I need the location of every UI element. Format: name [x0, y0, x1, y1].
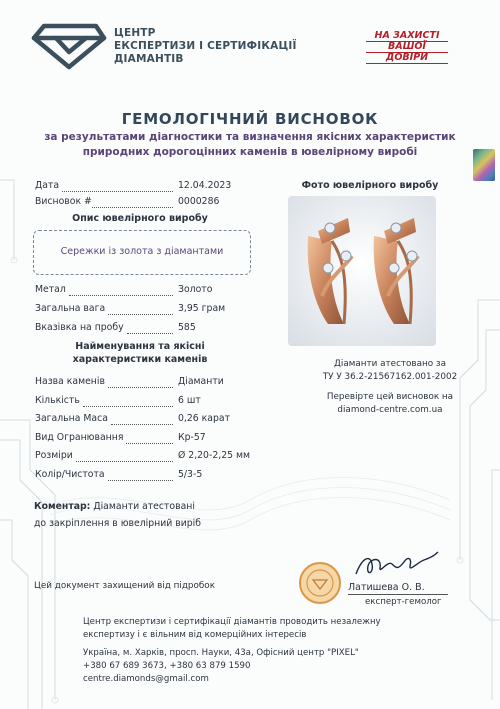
document-title: ГЕМОЛОГІЧНИЙ ВИСНОВОК: [121, 110, 379, 128]
footer-line2: експертизу і є вільним від комерційних інтересів: [83, 630, 307, 640]
org-line3: ДІАМАНТІВ: [114, 53, 184, 65]
hologram-sticker: [473, 149, 495, 181]
earrings-photo: [288, 196, 436, 346]
subtitle-line1: за результатами діагностики та визначення якісних характеристик: [44, 131, 456, 143]
earrings-image: [288, 196, 436, 346]
seal-line1: НА ЗАХИСТІ: [366, 31, 448, 42]
comment-label: Коментар:: [34, 501, 91, 512]
official-stamp-icon: [298, 561, 342, 605]
stones-row-label: Вид Огранювання: [35, 431, 124, 443]
stones-row-value: 0,26 карат: [178, 413, 230, 424]
dot-leader: [126, 443, 173, 444]
dot-leader: [92, 207, 173, 208]
comment-line1: Діаманти атестовані: [93, 501, 195, 512]
metal-row-label: Метал: [35, 284, 66, 295]
stones-row-value: Ø 2,20-2,25 мм: [178, 450, 251, 461]
stones-row-label: Колір/Чистота: [35, 468, 105, 480]
metal-row-value: 585: [178, 322, 196, 333]
signature-line: [348, 594, 448, 595]
dot-leader: [76, 461, 173, 462]
verify-note: [290, 391, 490, 417]
metal-row-label: Вказівка на пробу: [35, 322, 124, 333]
dot-leader: [62, 191, 173, 192]
stones-row-value: Діаманти: [178, 376, 224, 387]
stones-heading: [35, 340, 245, 366]
dot-leader: [83, 406, 173, 407]
seal-line2: ВАШОЇ: [366, 42, 448, 53]
attest-line2: ТУ У 36.2-21567162.001-2002: [322, 372, 458, 382]
attest-line1: Діаманти атестовано за: [334, 359, 446, 369]
photo-heading: Фото ювелірного виробу: [301, 180, 439, 191]
dot-leader: [108, 480, 173, 481]
stones-row-value: Кр-57: [178, 431, 206, 443]
dot-leader: [111, 424, 173, 425]
date-value: 12.04.2023: [178, 180, 232, 191]
comment-block: [34, 498, 201, 532]
expert-name: Латишева О. В.: [348, 582, 425, 593]
date-label: Дата: [35, 180, 60, 191]
subtitle-line2: природних дорогоцінних каменів в ювелірному виробі: [82, 146, 418, 158]
metal-row-label: Загальна вага: [35, 303, 106, 314]
org-line1: ЦЕНТР: [114, 27, 156, 39]
trust-seal: [366, 31, 448, 69]
stones-row-value: 6 шт: [178, 394, 201, 406]
description-heading: Опис ювелірного виробу: [72, 213, 208, 224]
stones-row-label: Розміри: [35, 450, 73, 461]
footer-email[interactable]: centre.diamonds@gmail.com: [83, 674, 209, 684]
expert-role: експерт-гемолог: [365, 597, 442, 607]
metal-row-value: Золото: [178, 284, 213, 295]
comment-line2: до закріплення в ювелірний виріб: [34, 518, 201, 529]
metal-row-value: 3,95 грам: [178, 303, 226, 314]
dot-leader: [108, 314, 173, 315]
attestation-note: [290, 358, 490, 384]
dot-leader: [127, 333, 173, 334]
footer-address: Україна, м. Харків, просп. Науки, 43а, Офісний центр "PIXEL": [83, 648, 359, 658]
description-text: Сережки із золота з діамантами: [60, 246, 224, 257]
expert-signature: [352, 548, 442, 580]
verify-link[interactable]: diamond-centre.com.ua: [337, 405, 443, 415]
verify-line1: Перевірте цей висновок на: [326, 392, 454, 402]
footer: [83, 616, 381, 686]
stones-row-label: Кількість: [35, 394, 80, 406]
description-box: [33, 230, 251, 275]
dot-leader: [108, 387, 173, 388]
stones-row-label: Загальна Маса: [35, 413, 108, 424]
stones-heading-line2: характеристики каменів: [72, 354, 208, 365]
protection-note: Цей документ захищений від підробок: [34, 581, 216, 591]
stones-heading-line1: Найменування та якісні: [75, 341, 205, 352]
stones-row-value: 5/3-5: [178, 468, 203, 480]
dot-leader: [69, 295, 173, 296]
footer-phones: +380 67 689 3673, +380 63 879 1590: [83, 661, 251, 671]
diamond-logo-icon: [30, 20, 108, 72]
footer-line1: Центр експертизи і сертифікації діамантів проводить незалежну: [83, 617, 381, 627]
org-line2: ЕКСПЕРТИЗИ І СЕРТИФІКАЦІЇ: [114, 40, 297, 52]
cert-number-label: Висновок #: [35, 196, 92, 207]
stones-row-label: Назва каменів: [35, 376, 105, 387]
org-name: [114, 27, 297, 66]
seal-line3: ДОВІРИ: [366, 53, 448, 64]
cert-number-value: 0000286: [178, 196, 220, 207]
